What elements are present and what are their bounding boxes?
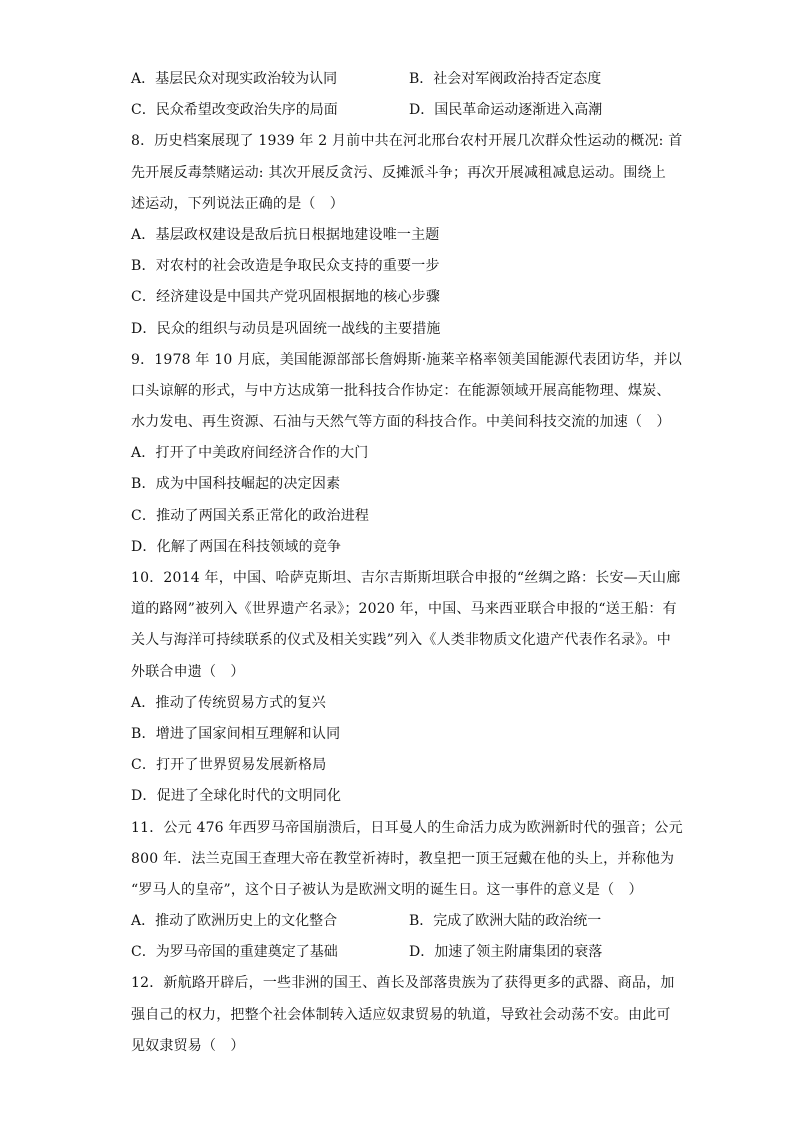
q10-option-c[interactable]: C．打开了世界贸易发展新格局 (131, 757, 327, 774)
q9-stem-line-2: 口头谅解的形式，与中方达成第一批科技合作协定：在能源领域开展高能物理、煤炭、 (131, 382, 671, 399)
q8-option-b[interactable]: B．对农村的社会改造是争取民众支持的重要一步 (131, 258, 440, 275)
page-content (131, 64, 683, 1062)
q11-options-row-1 (131, 906, 671, 937)
q9-stem-line-1: 9．1978 年 10 月底，美国能源部部长詹姆斯·施莱辛格率领美国能源代表团访华，并以 (131, 351, 682, 368)
q12-stem-line-2: 强自己的权力，把整个社会体制转入适应奴隶贸易的轨道，导致社会动荡不安。由此可 (131, 1006, 671, 1023)
q10-stem-line-2: 道的路网”被列入《世界遗产名录》；2020 年，中国、马来西亚联合申报的“送王船：有 (131, 601, 677, 618)
q8-option-a[interactable]: A．基层政权建设是敌后抗日根据地建设唯一主题 (131, 226, 440, 243)
q9-stem-line-3: 水力发电、再生资源、石油与天然气等方面的科技合作。中美间科技交流的加速（ ） (131, 414, 671, 431)
q10-stem-line-1: 10．2014 年，中国、哈萨克斯坦、吉尔吉斯斯坦联合申报的“丝绸之路：长安—天山廊 (131, 570, 681, 586)
q11-stem-line-1: 11．公元 476 年西罗马帝国崩溃后，日耳曼人的生命活力成为欧洲新时代的强音；公元 (131, 819, 683, 836)
question-10 (131, 563, 681, 813)
q10-stem-line-3: 关人与海洋可持续联系的仪式及相关实践”列入《人类非物质文化遗产代表作名录》。中 (131, 632, 671, 649)
q7-option-c[interactable]: C．民众希望改变政治失序的局面 (131, 102, 338, 119)
q9-option-b[interactable]: B．成为中国科技崛起的决定因素 (131, 476, 341, 493)
q8-option-d[interactable]: D．民众的组织与动员是巩固统一战线的主要措施 (131, 320, 441, 337)
question-12 (131, 968, 675, 1062)
q7-options-row-2 (131, 95, 671, 126)
question-8 (131, 126, 683, 344)
q11-option-c[interactable]: C．为罗马帝国的重建奠定了基础 (131, 944, 338, 961)
q7-option-b[interactable]: B．社会对军阀政治持否定态度 (409, 71, 602, 87)
q8-stem-line-3: 述运动，下列说法正确的是（ ） (131, 195, 344, 212)
q11-option-d[interactable]: D．加速了领主附庸集团的衰落 (409, 944, 603, 961)
q11-stem-line-2: 800 年．法兰克国王查理大帝在教堂祈祷时，教皇把一顶王冠戴在他的头上，并称他为 (131, 850, 675, 867)
q12-stem-line-1: 12．新航路开辟后，一些非洲的国王、酋长及部落贵族为了获得更多的武器、商品，加 (131, 975, 675, 992)
q9-option-a[interactable]: A．打开了中美政府间经济合作的大门 (131, 445, 369, 462)
q9-option-c[interactable]: C．推动了两国关系正常化的政治进程 (131, 507, 370, 524)
q11-options-row-2 (131, 937, 671, 968)
q10-option-a[interactable]: A．推动了传统贸易方式的复兴 (131, 694, 326, 711)
q8-stem-line-1: 8．历史档案展现了 1939 年 2 月前中共在河北邢台农村开展几次群众性运动的概况: 首 (131, 133, 683, 150)
q8-stem-line-2: 先开展反毒禁赌运动: 其次开展反贪污、反摊派斗争；再次开展减租减息运动。围绕上 (131, 164, 666, 181)
q11-option-a[interactable]: A．推动了欧洲历史上的文化整合 (131, 913, 338, 930)
q9-option-d[interactable]: D．化解了两国在科技领域的竞争 (131, 538, 342, 555)
q10-stem-line-4: 外联合申遗（ ） (131, 663, 245, 680)
q10-option-b[interactable]: B．增进了国家间相互理解和认同 (131, 725, 341, 742)
q12-stem-line-3: 见奴隶贸易（ ） (131, 1037, 245, 1054)
question-11 (131, 813, 683, 969)
q11-option-b[interactable]: B．完成了欧洲大陆的政治统一 (409, 913, 602, 930)
q11-stem-line-3: “罗马人的皇帝”，这个日子被认为是欧洲文明的诞生日。这一事件的意义是（ ） (131, 881, 643, 898)
q7-options-row-1 (131, 64, 671, 95)
q8-option-c[interactable]: C．经济建设是中国共产党巩固根据地的核心步骤 (131, 289, 441, 306)
q7-option-a[interactable]: A．基层民众对现实政治较为认同 (131, 71, 338, 87)
q7-option-d[interactable]: D．国民革命运动逐渐进入高潮 (409, 102, 603, 119)
question-9 (131, 345, 682, 563)
q10-option-d[interactable]: D．促进了全球化时代的文明同化 (131, 788, 342, 805)
